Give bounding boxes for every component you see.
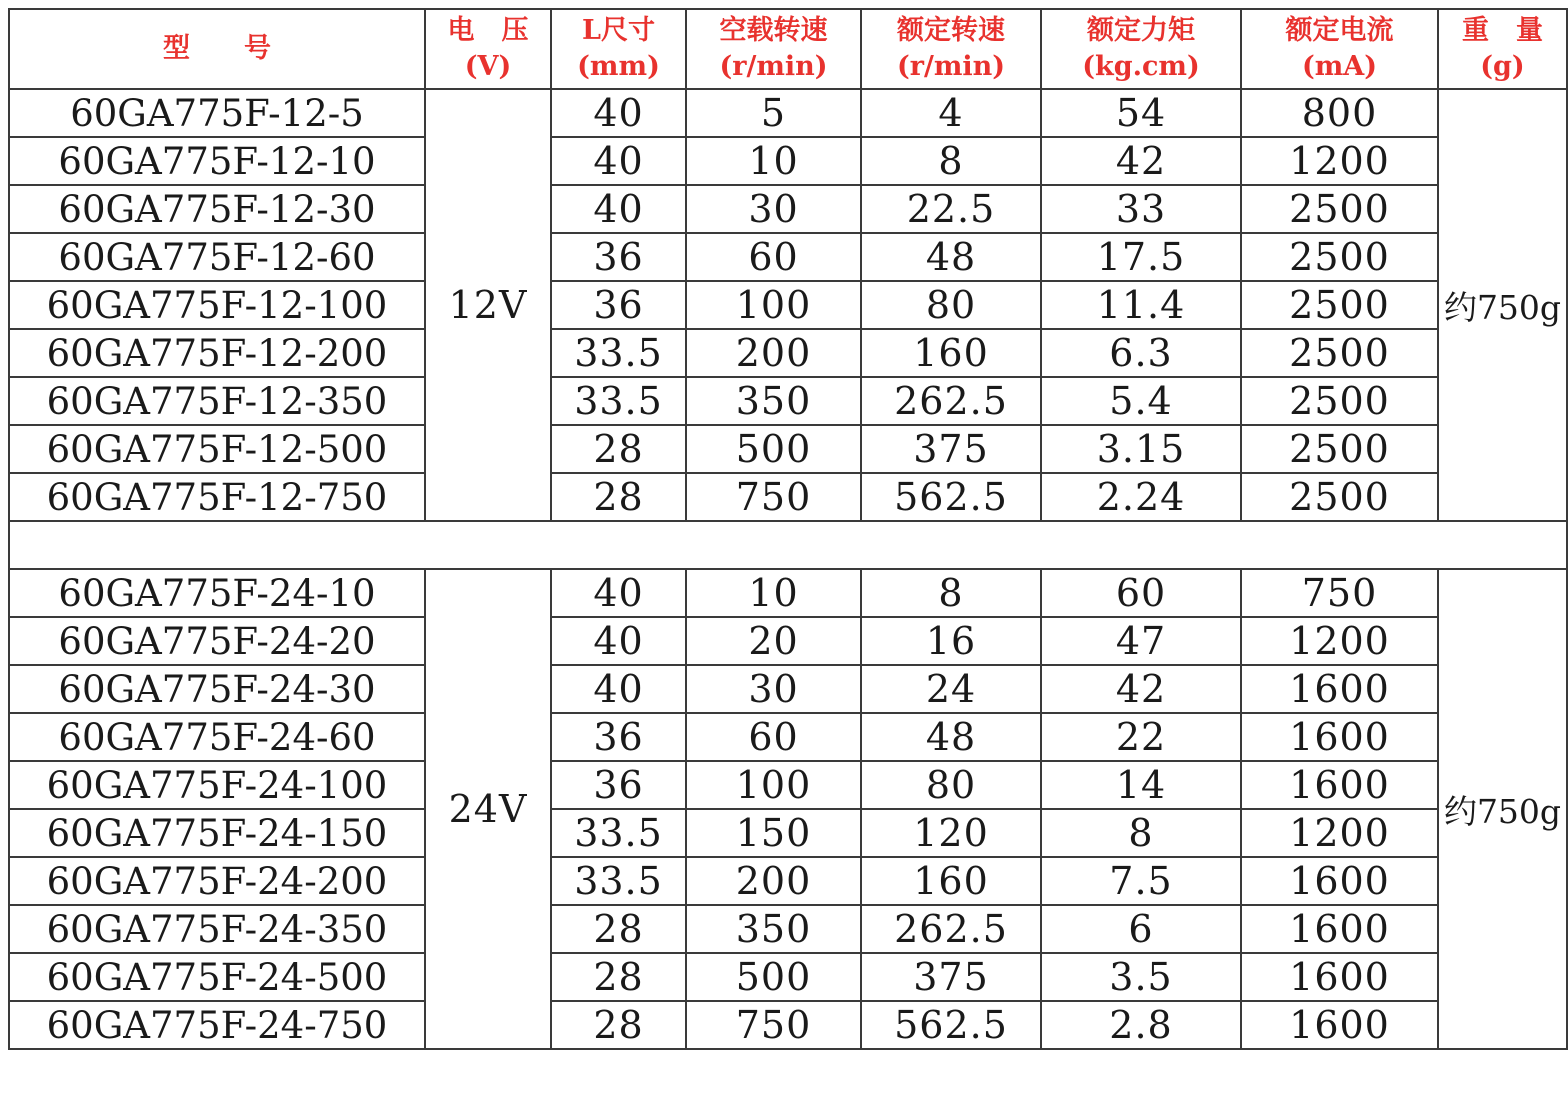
- model-cell: 60GA775F-12-500: [9, 425, 425, 473]
- table-row: [9, 617, 1567, 665]
- rated-torque-cell: 3.15: [1041, 425, 1241, 473]
- model-cell: 60GA775F-24-200: [9, 857, 425, 905]
- no-load-speed-cell: 350: [686, 377, 861, 425]
- voltage-cell-24v: 24V: [425, 569, 551, 1049]
- rated-speed-cell: 120: [861, 809, 1041, 857]
- header-rated-torque: [1041, 9, 1241, 89]
- rated-torque-cell: 7.5: [1041, 857, 1241, 905]
- header-no-load-speed-label: 空载转速: [719, 15, 828, 46]
- rated-current-cell: 800: [1241, 89, 1438, 137]
- table-row: [9, 281, 1567, 329]
- rated-current-cell: 2500: [1241, 233, 1438, 281]
- table-row: [9, 1001, 1567, 1049]
- header-weight-label: 重 量: [1462, 15, 1543, 46]
- rated-speed-cell: 16: [861, 617, 1041, 665]
- length-cell: 28: [551, 905, 686, 953]
- length-cell: 40: [551, 137, 686, 185]
- rated-current-cell: 1600: [1241, 905, 1438, 953]
- group-spacer-row: [9, 521, 1567, 569]
- rated-torque-cell: 22: [1041, 713, 1241, 761]
- model-cell: 60GA775F-12-750: [9, 473, 425, 521]
- table-row: [9, 89, 1567, 137]
- table-row: [9, 665, 1567, 713]
- table-row: [9, 569, 1567, 617]
- rated-torque-cell: 14: [1041, 761, 1241, 809]
- rated-speed-cell: 8: [861, 137, 1041, 185]
- model-cell: 60GA775F-12-100: [9, 281, 425, 329]
- header-rated-current-unit: (mA): [1301, 51, 1378, 82]
- no-load-speed-cell: 500: [686, 425, 861, 473]
- header-row: [9, 9, 1567, 89]
- header-rated-current-label: 额定电流: [1285, 15, 1394, 46]
- no-load-speed-cell: 60: [686, 233, 861, 281]
- rated-current-cell: 1200: [1241, 137, 1438, 185]
- group-spacer-cell: [9, 521, 1567, 569]
- rated-speed-cell: 48: [861, 233, 1041, 281]
- header-rated-current: [1241, 9, 1438, 89]
- header-rated-speed-label: 额定转速: [897, 15, 1005, 46]
- header-rated-speed-unit: (r/min): [896, 51, 1006, 82]
- rated-torque-cell: 6.3: [1041, 329, 1241, 377]
- rated-current-cell: 2500: [1241, 425, 1438, 473]
- no-load-speed-cell: 10: [686, 569, 861, 617]
- no-load-speed-cell: 100: [686, 761, 861, 809]
- header-weight: [1438, 9, 1567, 89]
- rated-speed-cell: 562.5: [861, 1001, 1041, 1049]
- header-voltage-label: 电 压: [447, 15, 529, 46]
- rated-current-cell: 1600: [1241, 1001, 1438, 1049]
- header-weight-unit: (g): [1480, 51, 1525, 82]
- table-row: [9, 761, 1567, 809]
- no-load-speed-cell: 60: [686, 713, 861, 761]
- length-cell: 28: [551, 1001, 686, 1049]
- rated-speed-cell: 8: [861, 569, 1041, 617]
- rated-current-cell: 1200: [1241, 617, 1438, 665]
- length-cell: 40: [551, 617, 686, 665]
- table-row: [9, 905, 1567, 953]
- rated-torque-cell: 33: [1041, 185, 1241, 233]
- rated-speed-cell: 4: [861, 89, 1041, 137]
- header-rated-torque-label: 额定力矩: [1087, 15, 1195, 46]
- rated-speed-cell: 80: [861, 281, 1041, 329]
- model-cell: 60GA775F-12-200: [9, 329, 425, 377]
- header-rated-speed: [861, 9, 1041, 89]
- model-cell: 60GA775F-12-350: [9, 377, 425, 425]
- length-cell: 36: [551, 233, 686, 281]
- rated-torque-cell: 8: [1041, 809, 1241, 857]
- rated-torque-cell: 42: [1041, 665, 1241, 713]
- rated-speed-cell: 262.5: [861, 905, 1041, 953]
- length-cell: 40: [551, 89, 686, 137]
- model-cell: 60GA775F-24-750: [9, 1001, 425, 1049]
- voltage-cell-12v: 12V: [425, 89, 551, 521]
- rated-speed-cell: 375: [861, 953, 1041, 1001]
- motor-spec-table: [8, 8, 1568, 1050]
- no-load-speed-cell: 200: [686, 857, 861, 905]
- rated-torque-cell: 17.5: [1041, 233, 1241, 281]
- model-cell: 60GA775F-24-10: [9, 569, 425, 617]
- no-load-speed-cell: 150: [686, 809, 861, 857]
- rated-current-cell: 2500: [1241, 377, 1438, 425]
- header-model-label: 型 号: [163, 33, 271, 64]
- length-cell: 33.5: [551, 857, 686, 905]
- length-cell: 28: [551, 425, 686, 473]
- header-length: [551, 9, 686, 89]
- table-row: [9, 809, 1567, 857]
- length-cell: 28: [551, 953, 686, 1001]
- length-cell: 40: [551, 185, 686, 233]
- header-no-load-speed: [686, 9, 861, 89]
- no-load-speed-cell: 500: [686, 953, 861, 1001]
- rated-speed-cell: 262.5: [861, 377, 1041, 425]
- model-cell: 60GA775F-12-10: [9, 137, 425, 185]
- rated-speed-cell: 562.5: [861, 473, 1041, 521]
- model-cell: 60GA775F-12-5: [9, 89, 425, 137]
- rated-torque-cell: 47: [1041, 617, 1241, 665]
- rated-current-cell: 1600: [1241, 713, 1438, 761]
- rated-speed-cell: 48: [861, 713, 1041, 761]
- rated-torque-cell: 2.24: [1041, 473, 1241, 521]
- table-row: [9, 137, 1567, 185]
- table-row: [9, 185, 1567, 233]
- length-cell: 40: [551, 665, 686, 713]
- rated-torque-cell: 60: [1041, 569, 1241, 617]
- no-load-speed-cell: 30: [686, 665, 861, 713]
- rated-current-cell: 1600: [1241, 953, 1438, 1001]
- length-cell: 33.5: [551, 377, 686, 425]
- model-cell: 60GA775F-12-60: [9, 233, 425, 281]
- rated-torque-cell: 5.4: [1041, 377, 1241, 425]
- model-cell: 60GA775F-12-30: [9, 185, 425, 233]
- header-voltage-unit: (V): [464, 51, 512, 82]
- rated-current-cell: 1600: [1241, 761, 1438, 809]
- no-load-speed-cell: 30: [686, 185, 861, 233]
- rated-torque-cell: 42: [1041, 137, 1241, 185]
- rated-current-cell: 2500: [1241, 185, 1438, 233]
- table-row: [9, 953, 1567, 1001]
- table-row: [9, 377, 1567, 425]
- rated-current-cell: 1200: [1241, 809, 1438, 857]
- length-cell: 33.5: [551, 329, 686, 377]
- rated-torque-cell: 11.4: [1041, 281, 1241, 329]
- table-row: [9, 473, 1567, 521]
- no-load-speed-cell: 750: [686, 1001, 861, 1049]
- rated-current-cell: 1600: [1241, 857, 1438, 905]
- rated-current-cell: 1600: [1241, 665, 1438, 713]
- model-cell: 60GA775F-24-30: [9, 665, 425, 713]
- length-cell: 33.5: [551, 809, 686, 857]
- rated-current-cell: 2500: [1241, 329, 1438, 377]
- model-cell: 60GA775F-24-350: [9, 905, 425, 953]
- rated-torque-cell: 2.8: [1041, 1001, 1241, 1049]
- rated-current-cell: 750: [1241, 569, 1438, 617]
- no-load-speed-cell: 10: [686, 137, 861, 185]
- model-cell: 60GA775F-24-150: [9, 809, 425, 857]
- rated-speed-cell: 160: [861, 857, 1041, 905]
- model-cell: 60GA775F-24-500: [9, 953, 425, 1001]
- no-load-speed-cell: 5: [686, 89, 861, 137]
- header-model: [9, 9, 425, 89]
- table-row: [9, 233, 1567, 281]
- rated-torque-cell: 3.5: [1041, 953, 1241, 1001]
- header-length-unit: (mm): [577, 51, 660, 82]
- rated-speed-cell: 160: [861, 329, 1041, 377]
- table-row: [9, 329, 1567, 377]
- weight-cell-12v: 约750g: [1438, 89, 1567, 521]
- table-row: [9, 425, 1567, 473]
- weight-cell-24v: 约750g: [1438, 569, 1567, 1049]
- header-length-label: L尺寸: [582, 15, 655, 46]
- length-cell: 40: [551, 569, 686, 617]
- rated-current-cell: 2500: [1241, 281, 1438, 329]
- table-row: [9, 713, 1567, 761]
- no-load-speed-cell: 100: [686, 281, 861, 329]
- rated-speed-cell: 375: [861, 425, 1041, 473]
- rated-speed-cell: 80: [861, 761, 1041, 809]
- rated-speed-cell: 24: [861, 665, 1041, 713]
- model-cell: 60GA775F-24-100: [9, 761, 425, 809]
- header-no-load-speed-unit: (r/min): [719, 51, 828, 82]
- table-row: [9, 857, 1567, 905]
- length-cell: 36: [551, 761, 686, 809]
- length-cell: 36: [551, 713, 686, 761]
- header-rated-torque-unit: (kg.cm): [1082, 51, 1200, 82]
- rated-speed-cell: 22.5: [861, 185, 1041, 233]
- rated-torque-cell: 54: [1041, 89, 1241, 137]
- length-cell: 28: [551, 473, 686, 521]
- model-cell: 60GA775F-24-20: [9, 617, 425, 665]
- header-voltage: [425, 9, 551, 89]
- model-cell: 60GA775F-24-60: [9, 713, 425, 761]
- length-cell: 36: [551, 281, 686, 329]
- rated-torque-cell: 6: [1041, 905, 1241, 953]
- rated-current-cell: 2500: [1241, 473, 1438, 521]
- no-load-speed-cell: 20: [686, 617, 861, 665]
- no-load-speed-cell: 350: [686, 905, 861, 953]
- no-load-speed-cell: 200: [686, 329, 861, 377]
- no-load-speed-cell: 750: [686, 473, 861, 521]
